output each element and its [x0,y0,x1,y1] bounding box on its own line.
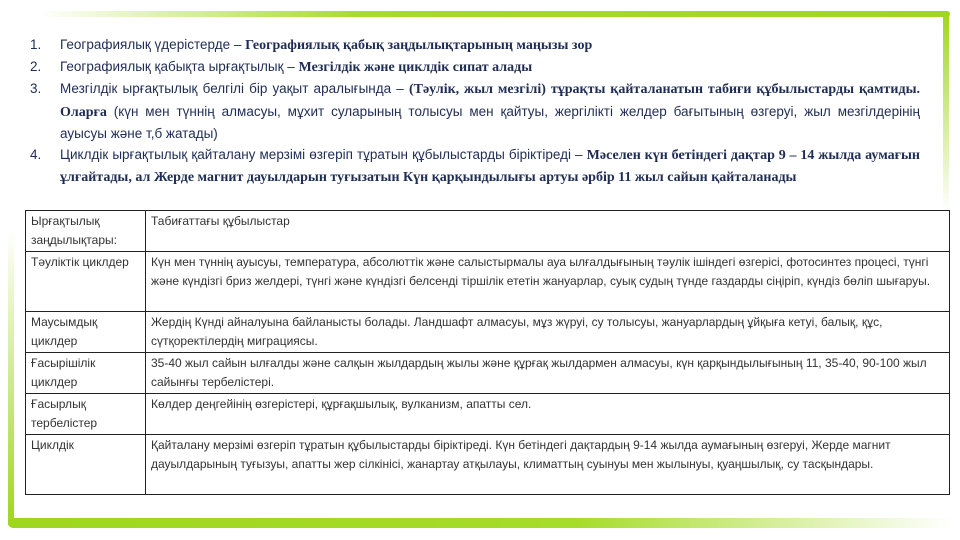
list-number: 1. [30,37,42,52]
table-row [26,394,950,435]
header-cell: Ырғақтылық заңдылықтары: [26,211,146,252]
list-text: Географиялық қабықта ырғақтылық – [60,59,299,75]
list-bold-text: Мәселен күн бетіндегі дақтар 9 – 14 жылда аумағын ұлғайтады, ал Жерде магнит дауылдарын туғызатын Күн қарқындылығы артуы әрбір 11 жыл сайын қайталанады [60,148,920,186]
table-header-row [26,211,950,252]
list-text: Географиялық үдерістерде – [60,37,246,52]
frame-left-border [8,230,14,525]
row-description: Жердің Күнді айналуына байланысты болады. Ландшафт алмасуы, мұз жүруі, су толысуы, жануарлардың ұйқыға кетуі, балық, құс, сүтқоректілердің миграциясы. [146,312,950,353]
list-number: 4. [30,147,42,163]
list-bold-text: (Тәулік, жыл мезгілі) тұрақты қайталанатын табиғи құбылыстарды қамтиды. Оларға [60,82,920,120]
list-item [30,56,920,78]
list-item [30,78,920,144]
list-item [30,34,920,56]
row-description: Күн мен түннің ауысуы, температура, абсолюттік және салыстырмалы ауа ылғалдығының тәулік ішіндегі өзгерісі, фотосинтез процесі, түнгі және күндізгі бриз желдері, түнгі және күндізгі белсенді тіршілік ететін жануарлар, суық судың түнде газдарды сіңіріп, күндіз бөліп шығаруы. [146,252,950,312]
row-label: Ғасырішілік циклдер [26,353,146,394]
list-text: Циклдік ырғақтылық қайталану мерзімі өзгеріп тұратын құбылыстарды біріктіреді – [60,147,587,163]
row-label: Маусымдық циклдер [26,312,146,353]
list-item [30,144,920,188]
row-description: Көлдер деңгейінің өзгерістері, құрғақшылық, вулканизм, апатты сел. [146,394,950,435]
table-row [26,435,950,495]
list-text: (күн мен түннің алмасуы, мұхит суларының толысуы мен қайтуы, жергілікті желдер бағытының өзгеруі, жыл мезгілдерінің ауысуы және т,б жатады) [60,103,920,141]
rhythm-table [25,210,950,495]
row-label: Тәуліктік циклдер [26,252,146,312]
list-text: Мезгілдік ырғақтылық белгілі бір уақыт аралығында – [60,81,409,97]
frame-right-border [943,12,949,212]
frame-bottom-border [8,518,953,528]
row-description: Қайталану мерзімі өзгеріп тұратын құбылыстарды біріктіреді. Күн бетіндегі дақтардың 9-14 жылда аумағының өзгеруі, Жерде магнит дауылдарының туғызуы, апатты жер сілкінісі, жанартау атқылауы, климаттың суынуы мен жылынуы, қуаңшылық, су тасқындары. [146,435,950,495]
list-number: 2. [30,59,42,75]
table-row [26,312,950,353]
row-label: Ғасырлық тербелістер [26,394,146,435]
numbered-list [30,34,920,188]
list-bold-text: Мезгілдік және циклдік сипат алады [298,60,533,76]
frame-top-border [40,11,950,17]
list-number: 3. [30,81,42,97]
row-label: Циклдік [26,435,146,495]
table-row [26,252,950,312]
row-description: 35-40 жыл сайын ылғалды және салқын жылдардың жылы және құрғақ жылдармен алмасуы, күн қарқындылығының 11, 35-40, 90-100 жыл сайынғы тербелістері. [146,353,950,394]
header-cell: Табиғаттағы құбылыстар [146,211,950,252]
table-row [26,353,950,394]
list-bold-text: Географиялық қабық заңдылықтарының маңызы зор [245,38,593,53]
